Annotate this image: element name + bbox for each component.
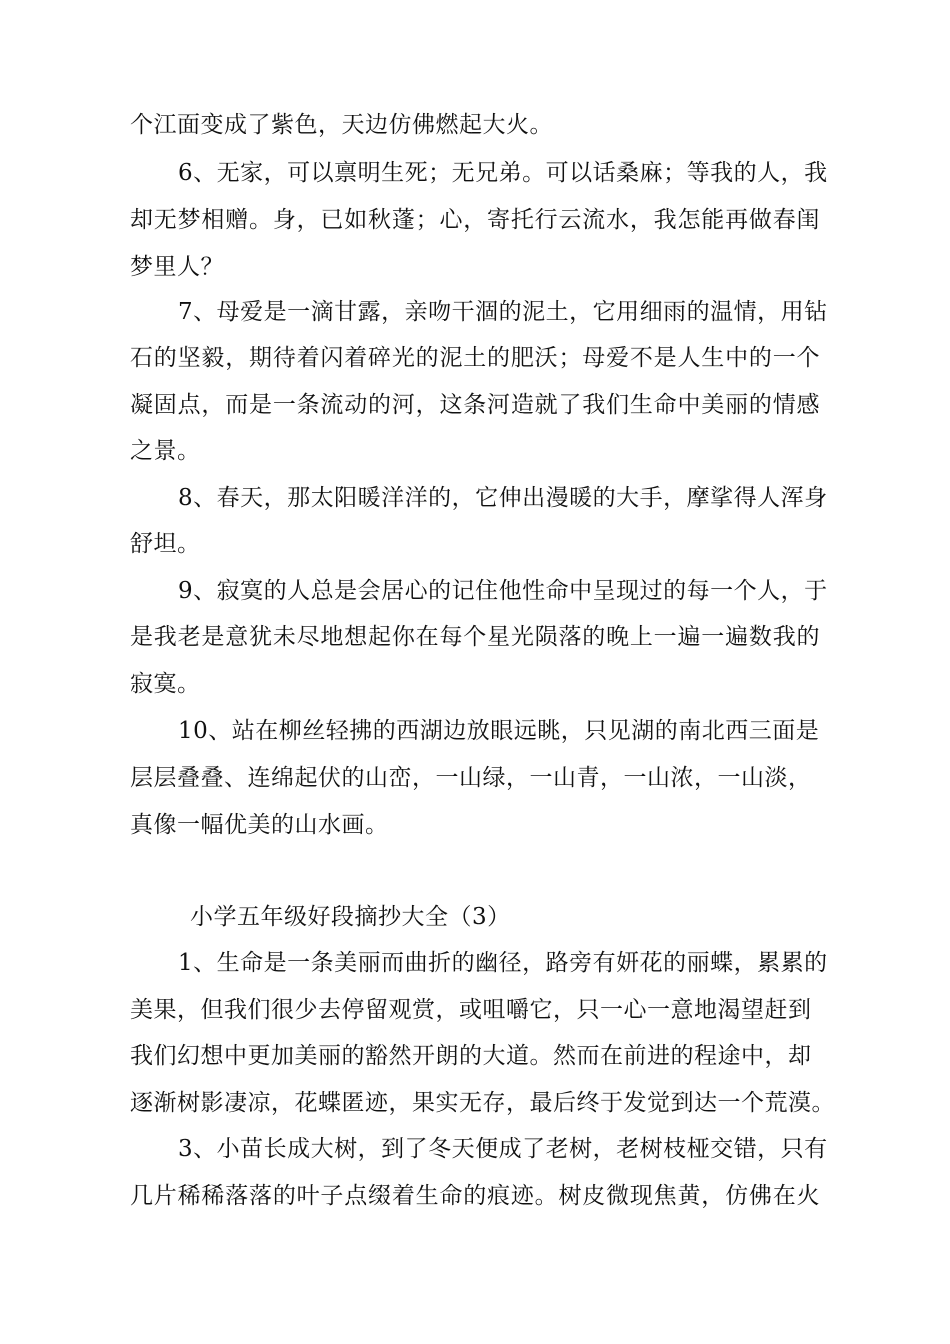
paragraph-9-line-1: 9、寂寞的人总是会居心的记住他性命中呈现过的每一个人，于 [178, 578, 828, 604]
paragraph-8-line-2: 舒坦。 [130, 531, 201, 557]
text-line: 个江面变成了紫色，天边仿佛燃起大火。 [130, 112, 553, 138]
section3-paragraph-1-line-2: 美果，但我们很少去停留观赏，或咀嚼它，只一心一意地渴望赶到 [130, 997, 812, 1023]
paragraph-7-line-2: 石的坚毅，期待着闪着碎光的泥土的肥沃；母爱不是人生中的一个 [130, 345, 820, 371]
paragraph-10-line-2: 层层叠叠、连绵起伏的山峦，一山绿，一山青，一山浓，一山淡， [130, 765, 812, 791]
section3-paragraph-1-line-1: 1、生命是一条美丽而曲折的幽径，路旁有妍花的丽蝶，累累的 [178, 950, 828, 976]
paragraph-7-line-4: 之景。 [130, 438, 201, 464]
paragraph-9-line-2: 是我老是意犹未尽地想起你在每个星光陨落的晚上一遍一遍数我的 [130, 624, 820, 650]
section3-paragraph-3-line-2: 几片稀稀落落的叶子点缀着生命的痕迹。树皮微现焦黄，仿佛在火 [130, 1183, 820, 1209]
section3-paragraph-3-line-1: 3、小苗长成大树，到了冬天便成了老树，老树枝桠交错，只有 [178, 1136, 828, 1162]
section3-paragraph-1-line-3: 我们幻想中更加美丽的豁然开朗的大道。然而在前进的程途中，却 [130, 1043, 812, 1069]
paragraph-10-line-1: 10、站在柳丝轻拂的西湖边放眼远眺，只见湖的南北西三面是 [178, 718, 820, 744]
paragraph-6-line-3: 梦里人？ [130, 254, 224, 280]
paragraph-7-line-1: 7、母爱是一滴甘露，亲吻干涸的泥土，它用细雨的温情，用钻 [178, 299, 828, 325]
paragraph-9-line-3: 寂寞。 [130, 671, 201, 697]
paragraph-10-line-3: 真像一幅优美的山水画。 [130, 812, 389, 838]
paragraph-6-line-1: 6、无家，可以禀明生死；无兄弟。可以话桑麻；等我的人，我 [178, 160, 828, 186]
paragraph-8-line-1: 8、春天，那太阳暖洋洋的，它伸出漫暖的大手，摩挲得人浑身 [178, 485, 828, 511]
paragraph-7-line-3: 凝固点，而是一条流动的河，这条河造就了我们生命中美丽的情感 [130, 392, 820, 418]
paragraph-6-line-2: 却无梦相赠。身，已如秋蓬；心，寄托行云流水，我怎能再做春闺 [130, 207, 820, 233]
section-heading: 小学五年级好段摘抄大全（3） [190, 904, 511, 930]
section3-paragraph-1-line-4: 逐渐树影凄凉，花蝶匿迹，果实无存，最后终于发觉到达一个荒漠。 [130, 1090, 835, 1116]
